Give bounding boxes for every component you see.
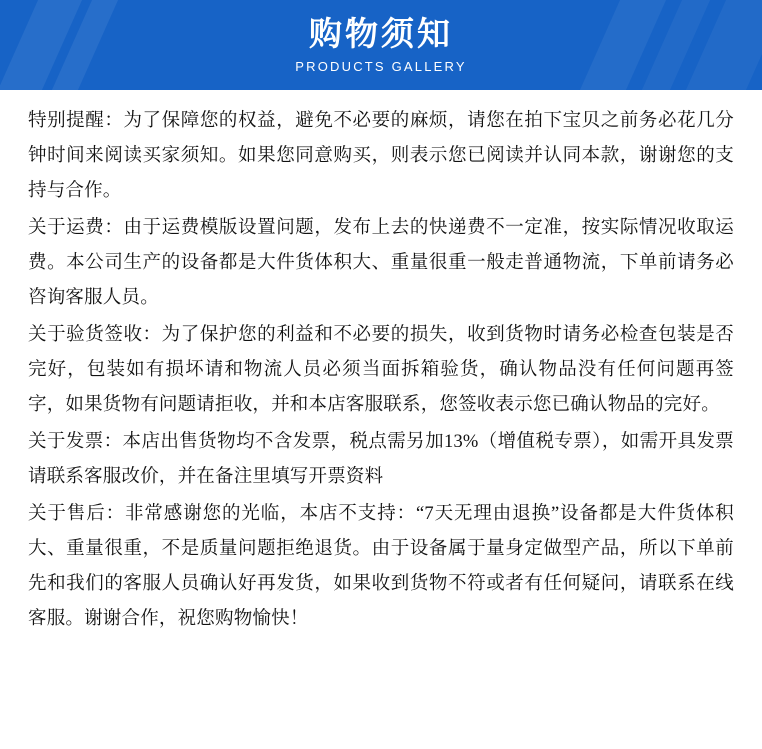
notice-paragraph-reminder: 特别提醒：为了保障您的权益，避免不必要的麻烦，请您在拍下宝贝之前务必花几分钟时间来阅读买家须知。如果您同意购买，则表示您已阅读并认同本款，谢谢您的支持与合作。 [28, 111, 734, 201]
page-banner [0, 0, 762, 90]
banner-content [0, 0, 762, 90]
notice-paragraph-inspection-signoff: 关于验货签收：为了保护您的利益和不必要的损失，收到货物时请务必检查包装是否完好，包装如有损坏请和物流人员必须当面拆箱验货，确认物品没有任何问题再签字，如果货物有问题请拒收，并和本店客服联系，您签收表示您已确认物品的完好。 [28, 325, 734, 415]
notice-content [0, 90, 762, 637]
notice-paragraph-shipping-fee: 关于运费：由于运费模版设置问题，发布上去的快递费不一定准，按实际情况收取运费。本公司生产的设备都是大件货体积大、重量很重一般走普通物流，下单前请务必咨询客服人员。 [28, 218, 734, 308]
notice-paragraph-invoice: 关于发票：本店出售货物均不含发票，税点需另加13%（增值税专票），如需开具发票请联系客服改价，并在备注里填写开票资料 [28, 432, 734, 487]
notice-paragraph-after-sales: 关于售后：非常感谢您的光临，本店不支持：“7天无理由退换”设备都是大件货体积大、重量很重，不是质量问题拒绝退货。由于设备属于量身定做型产品，所以下单前先和我们的客服人员确认好再发货，如果收到货物不符或者有任何疑问，请联系在线客服。谢谢合作，祝您购物愉快！ [28, 504, 734, 629]
page-title: 购物须知 [309, 16, 453, 53]
page-subtitle: PRODUCTS GALLERY [295, 58, 467, 74]
